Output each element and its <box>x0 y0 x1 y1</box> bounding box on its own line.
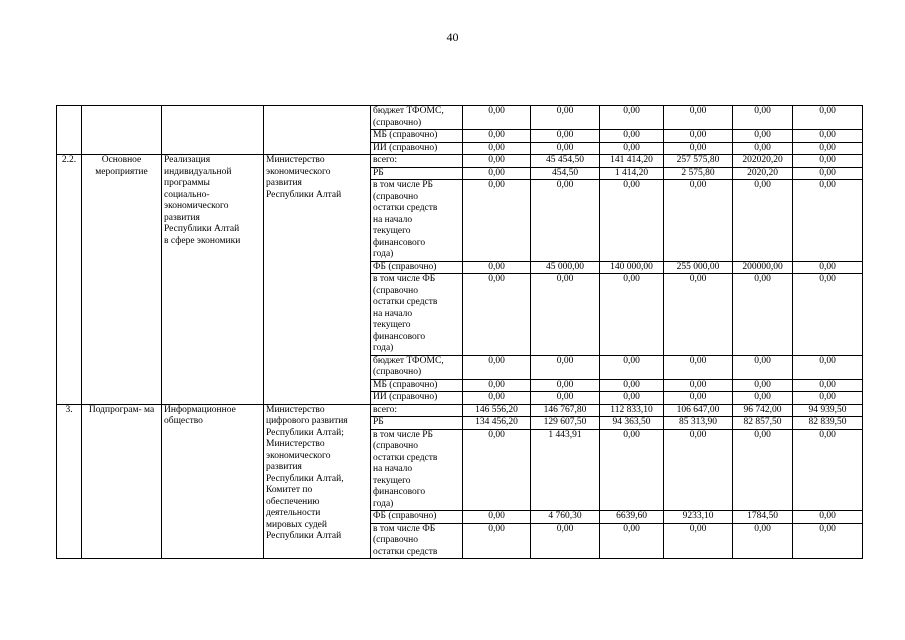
value-cell: 94 939,50 <box>793 404 863 417</box>
value-cell: 0,00 <box>793 523 863 559</box>
value-cell: 0,00 <box>664 429 733 511</box>
value-cell: 0,00 <box>664 355 733 379</box>
event-name-cell: Реализация индивидуальной программы социально- экономического развития Республики Алтай в сфере экономики <box>162 155 264 405</box>
value-cell: 0,00 <box>463 130 531 143</box>
funding-source-cell: ФБ (справочно) <box>371 511 463 524</box>
value-cell: 0,00 <box>733 379 793 392</box>
funding-source-cell: РБ <box>371 417 463 430</box>
value-cell: 0,00 <box>733 429 793 511</box>
budget-table <box>56 105 863 559</box>
value-cell: 0,00 <box>463 261 531 274</box>
value-cell: 0,00 <box>463 142 531 155</box>
value-cell: 0,00 <box>793 355 863 379</box>
value-cell: 1 414,20 <box>600 167 664 180</box>
value-cell: 0,00 <box>733 523 793 559</box>
value-cell: 0,00 <box>600 355 664 379</box>
value-cell: 0,00 <box>463 274 531 356</box>
value-cell: 0,00 <box>600 180 664 262</box>
event-name-cell <box>162 106 264 155</box>
value-cell: 0,00 <box>531 379 600 392</box>
value-cell: 0,00 <box>463 180 531 262</box>
value-cell: 0,00 <box>600 142 664 155</box>
value-cell: 0,00 <box>600 274 664 356</box>
executor-cell: Министерство цифрового развития Республики Алтай; Министерство экономического развития Республики Алтай, Комитет по обеспечению деятельности мировых судей Республики Алтай <box>264 404 371 559</box>
table-row <box>57 106 863 130</box>
value-cell: 0,00 <box>531 130 600 143</box>
value-cell: 0,00 <box>664 142 733 155</box>
funding-source-cell: ФБ (справочно) <box>371 261 463 274</box>
row-number-cell <box>57 106 82 155</box>
value-cell: 0,00 <box>600 106 664 130</box>
value-cell: 140 000,00 <box>600 261 664 274</box>
value-cell: 0,00 <box>733 106 793 130</box>
value-cell: 6639,60 <box>600 511 664 524</box>
funding-source-cell: в том числе РБ (справочно остатки средств на начало текущего финансового года) <box>371 180 463 262</box>
value-cell: 0,00 <box>463 106 531 130</box>
value-cell: 146 556,20 <box>463 404 531 417</box>
value-cell: 85 313,90 <box>664 417 733 430</box>
value-cell: 0,00 <box>664 392 733 405</box>
value-cell: 0,00 <box>664 523 733 559</box>
value-cell: 0,00 <box>733 130 793 143</box>
value-cell: 0,00 <box>733 180 793 262</box>
value-cell: 0,00 <box>793 142 863 155</box>
table-row <box>57 155 863 168</box>
event-type-cell: Основное мероприятие <box>82 155 162 405</box>
value-cell: 4 760,30 <box>531 511 600 524</box>
value-cell: 146 767,80 <box>531 404 600 417</box>
value-cell: 0,00 <box>664 106 733 130</box>
value-cell: 0,00 <box>793 379 863 392</box>
value-cell: 141 414,20 <box>600 155 664 168</box>
value-cell: 0,00 <box>531 392 600 405</box>
value-cell: 0,00 <box>793 511 863 524</box>
value-cell: 0,00 <box>463 392 531 405</box>
value-cell: 82 857,50 <box>733 417 793 430</box>
value-cell: 0,00 <box>463 523 531 559</box>
value-cell: 0,00 <box>664 274 733 356</box>
value-cell: 0,00 <box>733 274 793 356</box>
value-cell: 0,00 <box>793 429 863 511</box>
value-cell: 45 454,50 <box>531 155 600 168</box>
funding-source-cell: всего: <box>371 404 463 417</box>
executor-cell <box>264 106 371 155</box>
value-cell: 0,00 <box>793 167 863 180</box>
funding-source-cell: МБ (справочно) <box>371 130 463 143</box>
value-cell: 106 647,00 <box>664 404 733 417</box>
funding-source-cell: в том числе РБ (справочно остатки средств на начало текущего финансового года) <box>371 429 463 511</box>
value-cell: 0,00 <box>664 379 733 392</box>
funding-source-cell: всего: <box>371 155 463 168</box>
value-cell: 0,00 <box>463 155 531 168</box>
value-cell: 0,00 <box>463 355 531 379</box>
value-cell: 0,00 <box>463 511 531 524</box>
value-cell: 0,00 <box>600 523 664 559</box>
value-cell: 94 363,50 <box>600 417 664 430</box>
value-cell: 0,00 <box>733 142 793 155</box>
funding-source-cell: бюджет ТФОМС, (справочно) <box>371 355 463 379</box>
funding-source-cell: МБ (справочно) <box>371 379 463 392</box>
value-cell: 96 742,00 <box>733 404 793 417</box>
value-cell: 202020,20 <box>733 155 793 168</box>
event-type-cell <box>82 106 162 155</box>
value-cell: 0,00 <box>793 392 863 405</box>
value-cell: 0,00 <box>793 274 863 356</box>
value-cell: 0,00 <box>733 392 793 405</box>
value-cell: 0,00 <box>531 106 600 130</box>
funding-source-cell: в том числе ФБ (справочно остатки средств на начало текущего финансового года) <box>371 274 463 356</box>
value-cell: 0,00 <box>600 429 664 511</box>
funding-source-cell: ИИ (справочно) <box>371 392 463 405</box>
event-name-cell: Информационное общество <box>162 404 264 559</box>
value-cell: 82 839,50 <box>793 417 863 430</box>
value-cell: 129 607,50 <box>531 417 600 430</box>
value-cell: 0,00 <box>733 355 793 379</box>
value-cell: 0,00 <box>600 379 664 392</box>
value-cell: 0,00 <box>531 180 600 262</box>
value-cell: 0,00 <box>531 142 600 155</box>
value-cell: 0,00 <box>600 392 664 405</box>
value-cell: 2020,20 <box>733 167 793 180</box>
value-cell: 0,00 <box>463 429 531 511</box>
value-cell: 0,00 <box>664 180 733 262</box>
executor-cell: Министерство экономического развития Республики Алтай <box>264 155 371 405</box>
value-cell: 112 833,10 <box>600 404 664 417</box>
value-cell: 0,00 <box>463 167 531 180</box>
value-cell: 0,00 <box>664 130 733 143</box>
value-cell: 0,00 <box>793 180 863 262</box>
value-cell: 0,00 <box>531 355 600 379</box>
funding-source-cell: бюджет ТФОМС, (справочно) <box>371 106 463 130</box>
event-type-cell: Подпрограм- ма <box>82 404 162 559</box>
page-number: 40 <box>446 30 459 44</box>
value-cell: 255 000,00 <box>664 261 733 274</box>
row-number-cell: 2.2. <box>57 155 82 405</box>
value-cell: 0,00 <box>793 106 863 130</box>
funding-source-cell: в том числе ФБ (справочно остатки средств <box>371 523 463 559</box>
value-cell: 1 443,91 <box>531 429 600 511</box>
value-cell: 257 575,80 <box>664 155 733 168</box>
value-cell: 134 456,20 <box>463 417 531 430</box>
funding-source-cell: ИИ (справочно) <box>371 142 463 155</box>
budget-table-body <box>57 106 863 559</box>
value-cell: 0,00 <box>531 523 600 559</box>
value-cell: 454,50 <box>531 167 600 180</box>
funding-source-cell: РБ <box>371 167 463 180</box>
value-cell: 200000,00 <box>733 261 793 274</box>
value-cell: 45 000,00 <box>531 261 600 274</box>
value-cell: 2 575,80 <box>664 167 733 180</box>
value-cell: 0,00 <box>463 379 531 392</box>
value-cell: 0,00 <box>531 274 600 356</box>
value-cell: 0,00 <box>793 155 863 168</box>
value-cell: 0,00 <box>793 130 863 143</box>
value-cell: 9233,10 <box>664 511 733 524</box>
table-row <box>57 404 863 417</box>
row-number-cell: 3. <box>57 404 82 559</box>
value-cell: 0,00 <box>600 130 664 143</box>
value-cell: 0,00 <box>793 261 863 274</box>
value-cell: 1784,50 <box>733 511 793 524</box>
